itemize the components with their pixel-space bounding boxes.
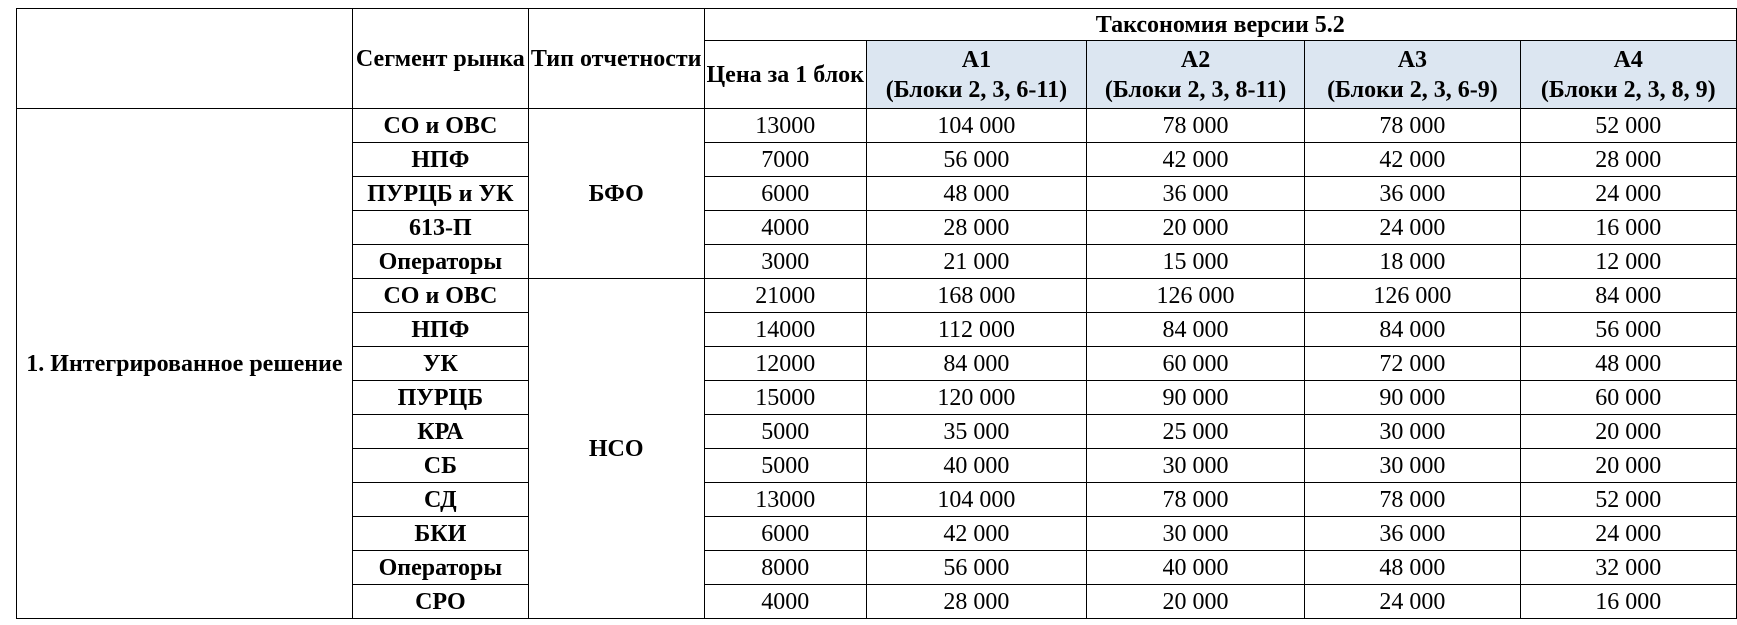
- header-taxonomy: Таксономия версии 5.2: [704, 9, 1736, 41]
- header-empty-cell: [17, 9, 353, 109]
- a2-cell: 20 000: [1086, 585, 1304, 619]
- a4-cell: 20 000: [1520, 415, 1736, 449]
- a4-cell: 32 000: [1520, 551, 1736, 585]
- a3-cell: 30 000: [1305, 449, 1520, 483]
- segment-cell: БКИ: [352, 517, 528, 551]
- a4-cell: 16 000: [1520, 585, 1736, 619]
- header-price-per-block: Цена за 1 блок: [704, 41, 867, 109]
- segment-cell: СО и ОВС: [352, 279, 528, 313]
- a3-cell: 36 000: [1305, 517, 1520, 551]
- a1-cell: 104 000: [867, 483, 1087, 517]
- column-blocks: (Блоки 2, 3, 8, 9): [1540, 76, 1716, 103]
- price-cell: 13000: [704, 483, 867, 517]
- segment-cell: НПФ: [352, 313, 528, 347]
- column-name: А1: [961, 46, 992, 73]
- a3-cell: 36 000: [1305, 177, 1520, 211]
- a2-cell: 30 000: [1086, 517, 1304, 551]
- segment-cell: НПФ: [352, 143, 528, 177]
- segment-cell: КРА: [352, 415, 528, 449]
- a2-cell: 15 000: [1086, 245, 1304, 279]
- a1-cell: 104 000: [867, 109, 1087, 143]
- header-row-top: [17, 9, 1737, 41]
- a3-cell: 126 000: [1305, 279, 1520, 313]
- a2-cell: 20 000: [1086, 211, 1304, 245]
- a4-cell: 52 000: [1520, 109, 1736, 143]
- a1-cell: 40 000: [867, 449, 1087, 483]
- segment-cell: УК: [352, 347, 528, 381]
- a1-cell: 112 000: [867, 313, 1087, 347]
- a2-cell: 30 000: [1086, 449, 1304, 483]
- a4-cell: 20 000: [1520, 449, 1736, 483]
- a3-cell: 78 000: [1305, 483, 1520, 517]
- a1-cell: 84 000: [867, 347, 1087, 381]
- price-cell: 5000: [704, 415, 867, 449]
- a4-cell: 16 000: [1520, 211, 1736, 245]
- column-name: А4: [1613, 46, 1643, 73]
- a1-cell: 21 000: [867, 245, 1087, 279]
- a4-cell: 84 000: [1520, 279, 1736, 313]
- solution-name: 1. Интегрированное решение: [17, 109, 353, 619]
- segment-cell: СРО: [352, 585, 528, 619]
- price-cell: 5000: [704, 449, 867, 483]
- a2-cell: 126 000: [1086, 279, 1304, 313]
- a1-cell: 56 000: [867, 143, 1087, 177]
- price-cell: 14000: [704, 313, 867, 347]
- a4-cell: 28 000: [1520, 143, 1736, 177]
- a2-cell: 78 000: [1086, 483, 1304, 517]
- segment-cell: Операторы: [352, 551, 528, 585]
- a3-cell: 84 000: [1305, 313, 1520, 347]
- segment-cell: ПУРЦБ: [352, 381, 528, 415]
- a3-cell: 30 000: [1305, 415, 1520, 449]
- a4-cell: 48 000: [1520, 347, 1736, 381]
- price-cell: 15000: [704, 381, 867, 415]
- a1-cell: 28 000: [867, 585, 1087, 619]
- column-name: А2: [1180, 46, 1211, 73]
- header-column-a1: [867, 41, 1087, 109]
- price-cell: 12000: [704, 347, 867, 381]
- a3-cell: 24 000: [1305, 211, 1520, 245]
- segment-cell: Операторы: [352, 245, 528, 279]
- column-blocks: (Блоки 2, 3, 6-11): [885, 76, 1068, 103]
- a4-cell: 60 000: [1520, 381, 1736, 415]
- price-table: [16, 8, 1737, 619]
- price-cell: 8000: [704, 551, 867, 585]
- a4-cell: 24 000: [1520, 177, 1736, 211]
- a1-cell: 28 000: [867, 211, 1087, 245]
- column-blocks: (Блоки 2, 3, 8-11): [1104, 76, 1287, 103]
- segment-cell: СО и ОВС: [352, 109, 528, 143]
- a3-cell: 24 000: [1305, 585, 1520, 619]
- a4-cell: 56 000: [1520, 313, 1736, 347]
- a2-cell: 90 000: [1086, 381, 1304, 415]
- header-column-a3: [1305, 41, 1520, 109]
- price-cell: 7000: [704, 143, 867, 177]
- header-segment: Сегмент рынка: [352, 9, 528, 109]
- column-name: А3: [1397, 46, 1428, 73]
- a1-cell: 168 000: [867, 279, 1087, 313]
- price-cell: 4000: [704, 211, 867, 245]
- a1-cell: 48 000: [867, 177, 1087, 211]
- a1-cell: 42 000: [867, 517, 1087, 551]
- a3-cell: 90 000: [1305, 381, 1520, 415]
- a2-cell: 36 000: [1086, 177, 1304, 211]
- report-type-cell: БФО: [528, 109, 704, 279]
- a2-cell: 60 000: [1086, 347, 1304, 381]
- a1-cell: 35 000: [867, 415, 1087, 449]
- a1-cell: 120 000: [867, 381, 1087, 415]
- segment-cell: ПУРЦБ и УК: [352, 177, 528, 211]
- a2-cell: 42 000: [1086, 143, 1304, 177]
- header-report-type: Тип отчетности: [528, 9, 704, 109]
- price-cell: 6000: [704, 177, 867, 211]
- a3-cell: 72 000: [1305, 347, 1520, 381]
- report-type-cell: НСО: [528, 279, 704, 619]
- header-column-a4: [1520, 41, 1736, 109]
- a4-cell: 12 000: [1520, 245, 1736, 279]
- segment-cell: СБ: [352, 449, 528, 483]
- a3-cell: 78 000: [1305, 109, 1520, 143]
- price-cell: 4000: [704, 585, 867, 619]
- segment-cell: СД: [352, 483, 528, 517]
- column-blocks: (Блоки 2, 3, 6-9): [1327, 76, 1498, 103]
- a4-cell: 52 000: [1520, 483, 1736, 517]
- a4-cell: 24 000: [1520, 517, 1736, 551]
- a2-cell: 25 000: [1086, 415, 1304, 449]
- price-cell: 13000: [704, 109, 867, 143]
- a2-cell: 40 000: [1086, 551, 1304, 585]
- a1-cell: 56 000: [867, 551, 1087, 585]
- segment-cell: 613-П: [352, 211, 528, 245]
- a2-cell: 84 000: [1086, 313, 1304, 347]
- header-column-a2: [1086, 41, 1304, 109]
- table-row: [17, 109, 1737, 143]
- a3-cell: 42 000: [1305, 143, 1520, 177]
- a2-cell: 78 000: [1086, 109, 1304, 143]
- a3-cell: 48 000: [1305, 551, 1520, 585]
- price-cell: 3000: [704, 245, 867, 279]
- a3-cell: 18 000: [1305, 245, 1520, 279]
- price-cell: 21000: [704, 279, 867, 313]
- price-cell: 6000: [704, 517, 867, 551]
